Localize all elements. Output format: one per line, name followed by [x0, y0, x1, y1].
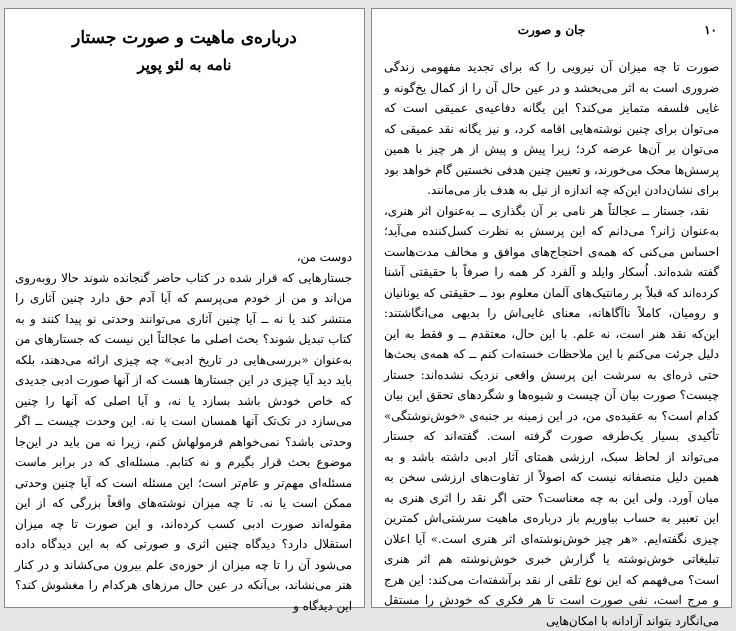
right-paragraph-2: نقد، جستار ــ عجالتاً هر نامی بر آن بگذاری ــ به‌عنوان اثر هنری، به‌عنوان ژانر؟ می‌دانم که این پرسش به نظرت کسل‌کننده می‌آید؛ احساس می‌کنی که همه‌ی احتجاج‌های موافق و مخالف مدت‌هاست گفته شده‌اند. اُسکار وایلد و آلفرد کر همه را صرفاً با حقیقتی آشنا کرده‌اند که قبلاً بر رمانتیک‌های آلمان معلوم بود ــ حقیقتی که یونانیان و رومیان، کاملاً ناآگاهانه، معنای غایی‌اش را بدیهی می‌انگاشتند: این‌که نقد هنر است، نه علم. با این حال، معتقدم ــ و فقط به این دلیل جرئت می‌کنم با این ملاحظات خسته‌ات کنم ــ که همه‌ی بحث‌ها حتی ذره‌ای به سرشت این پرسش واقعی نزدیک نشده‌اند: جستار چیست؟ صورت بیان آن چیست و شیوه‌ها و شگردهای تحقق این بیان کدام است؟ به عقیده‌ی من، در این زمینه بر جنبه‌ی «خوش‌نوشتگی» تأکیدی بسیار یک‌طرفه صورت گرفته است. گفته‌اند که جستار می‌تواند از لحاظ سبک، ارزشی همتای آثار ادبی داشته باشد و به همین دلیل منصفانه نیست که اصولاً از تفاوت‌های ارزشی سخن به میان آورد. ولی این به چه معناست؟ حتی اگر نقد را اثری هنری به این تعبیر به حساب بیاوریم باز درباره‌ی ماهیت سرشتی‌اش کمترین چیزی نگفته‌ایم. «هر چیز خوش‌نوشته‌ای اثر هنری است.» آیا اعلان تبلیغاتی خوش‌نوشته یا گزارش خبری خوش‌نوشته هم اثر هنری است؟ می‌فهمم که این نوع تلقی از نقد برآشفته‌ات می‌کند: این هرج و مرج است، نفی صورت است تا هر فکری که خودش را مستقل می‌انگارد بتواند آزادانه با امکان‌هایی	[384, 201, 719, 631]
left-text-block	[15, 247, 352, 616]
left-page	[4, 8, 365, 608]
running-head	[386, 23, 717, 45]
right-paragraph-1: صورت تا چه میزان آن نیرویی را که برای تجدید مفهومی زندگی ضروری است به اثر می‌بخشد و در عین حال آن را از کمال یخ‌گونه و غایی فلسفه متمایز می‌کند؟ این یگانه دفاعیه‌ی عمیقی است که می‌توان برای چنین نوشته‌هایی اقامه کرد، و نیز یگانه نقد عمیقی که می‌توان بر آن‌ها عرضه کرد؛ زیرا پیش و پیش از هر چیز با همین پرسش‌ها محک می‌خورند، و تعیین چنین هدفی نخستین گام خواهد بود برای نشان‌دادن این‌که چه اندازه از نیل به هدف باز می‌مانند.	[384, 57, 719, 201]
page-number: ۱۰	[704, 23, 717, 37]
left-paragraph: جستارهایی که قرار شده در کتاب حاضر گنجانده شوند حالا روبه‌روی من‌اند و من از خودم می‌پرسم که آیا آدم حق دارد چنین آثاری را منتشر کند یا نه ــ آیا چنین آثاری می‌توانند وحدتی نو پیدا کنند و به کتاب تبدیل شوند؟ بحث اصلی ما عجالتاً این نیست که جستارهای من به‌عنوان «بررسی‌هایی در تاریخ ادبی» چه چیزی ارائه می‌دهند، بلکه باید دید آیا چیزی در این جستارها هست که از آنها صورت ادبی جدیدی که خاص خودش باشد بسازد یا نه، و آیا اصلی که آنها را چنین می‌سازد در تک‌تک آنها همسان است یا نه. این وحدت چیست ــ اگر وحدتی باشد؟ نمی‌خواهم فرمولهاش کنم، زیرا نه من باید در این‌جا موضوع بحث قرار بگیرم و نه کتابم. مسئله‌ای که در برابر ماست مسئله‌ای مهم‌تر و عام‌تر است؛ این مسئله است که آیا چنین وحدتی ممکن است یا نه. تا چه میزان نوشته‌های واقعاً بزرگی که از این مقوله‌اند صورت ادبی کسب کرده‌اند، و این صورت تا چه میزان استقلال دارد؟ دیدگاه چنین اثری و صورتی که به این دیدگاه داده می‌شود آن را تا چه میزان از حوزه‌ی علم بیرون می‌کشاند و در کنار هنر می‌نشاند، بی‌آنکه در عین حال مرزهای هرکدام را مغشوش کند؟ این دیدگاه و	[15, 268, 352, 617]
running-title: جان و صورت	[386, 23, 717, 37]
essay-subtitle: نامه به لئو پوپر	[5, 55, 364, 75]
right-text-block	[384, 57, 719, 631]
right-page	[371, 8, 732, 608]
essay-title: درباره‌ی ماهیت و صورت جستار	[5, 27, 364, 49]
salutation: دوست من،	[15, 247, 352, 268]
